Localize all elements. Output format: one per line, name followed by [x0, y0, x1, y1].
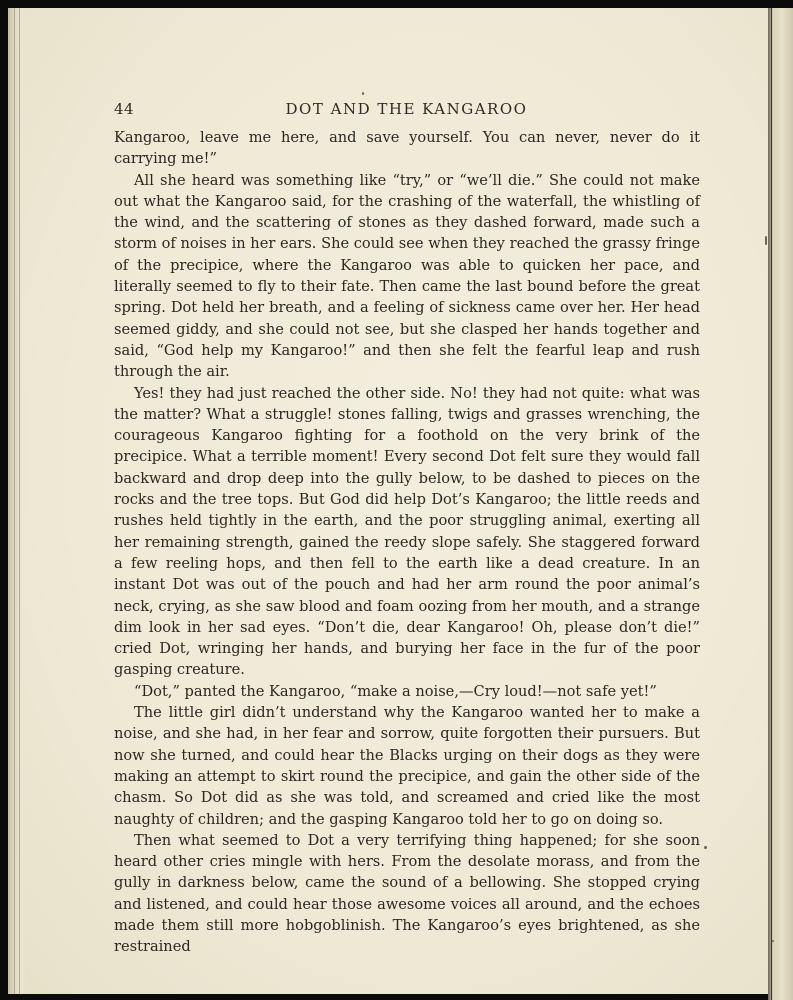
paragraph: Then what seemed to Dot a very terrifying thing happened; for she soon heard other cries mingle with hers. From the desolate morass, and from the gully in darkness below, came the sound of a bellowing. She stopped crying and listened, and could hear those awesome voices all around, and the echoes made them still more hobgoblinish. The Kangaroo’s eyes brightened, as she restrained — [114, 831, 700, 956]
page-edge-line — [771, 8, 772, 1000]
book-title: DOT AND THE KANGAROO — [285, 100, 528, 118]
paper-speck — [765, 236, 767, 245]
paragraph: All she heard was something like “try,” or “we’ll die.” She could not make out what the Kangaroo said, for the crashing of the waterfall, the whistling of the wind, and the scattering of stones as they dashed forward, made such a storm of noises in her ears. She could see when they reached the grassy fringe of the precipice, where the Kangaroo was able to quicken her pace, and literally seemed to fly to their fate. Then came the last bound before the great spring. Dot held her breath, and a feeling of sickness came over her. Her head seemed giddy, and she could not see, but she clasped her hands together and said, “God help my Kangaroo!” and then she felt the fearful leap and rush through the air. — [114, 171, 700, 381]
gutter-line — [14, 8, 15, 994]
paragraph: The little girl didn’t understand why the Kangaroo wanted her to make a noise, and she had, in her fear and sorrow, quite forgotten their pursuers. But now she turned, and could hear the Blacks urging on their dogs as they were making an attempt to skirt round the precipice, and gain the other side of the chasm. So Dot did as she was told, and screamed and cried like the most naughty of children; and the gasping Kangaroo told her to go on doing so. — [114, 704, 700, 828]
paragraph: Yes! they had just reached the other side. No! they had not quite: what was the matter? What a struggle! stones falling, twigs and grasses wrenching, the courageous Kangaroo fighting for a foothold on the very brink of the precipice. What a terrible moment! Every second Dot felt sure they would fall backward and drop deep into the gully below, to be dashed to pieces on the rocks and the tree tops. But God did help Dot’s Kangaroo; the little reeds and rushes held tightly in the earth, and the poor struggling animal, exerting all her remaining strength, gained the reedy slope safely. She staggered forward a few reeling hops, and then fell to the earth like a dead creature. In an instant Dot was out of the pouch and had her arm round the poor animal’s neck, crying, as she saw blood and foam oozing from her mouth, and a strange dim look in her sad eyes. “Don’t die, dear Kangaroo! Oh, please don’t die!” cried Dot, wringing her hands, and burying her face in the fur of the poor gasping creature. — [114, 384, 700, 679]
gutter-line — [19, 8, 20, 994]
page-edge-stack — [768, 8, 793, 1000]
paragraph: “Dot,” panted the Kangaroo, “make a noise,—Cry loud!—not safe yet!” — [134, 682, 657, 700]
paragraph: Kangaroo, leave me here, and save yourself. You can never, never do it carrying me!” — [114, 129, 700, 168]
binding-gutter — [8, 8, 26, 994]
page-number: 44 — [114, 100, 135, 118]
running-head — [114, 100, 699, 122]
body-text — [114, 127, 700, 958]
paper-speck — [362, 92, 364, 95]
paper-speck — [704, 846, 707, 849]
paper-speck — [772, 940, 774, 942]
